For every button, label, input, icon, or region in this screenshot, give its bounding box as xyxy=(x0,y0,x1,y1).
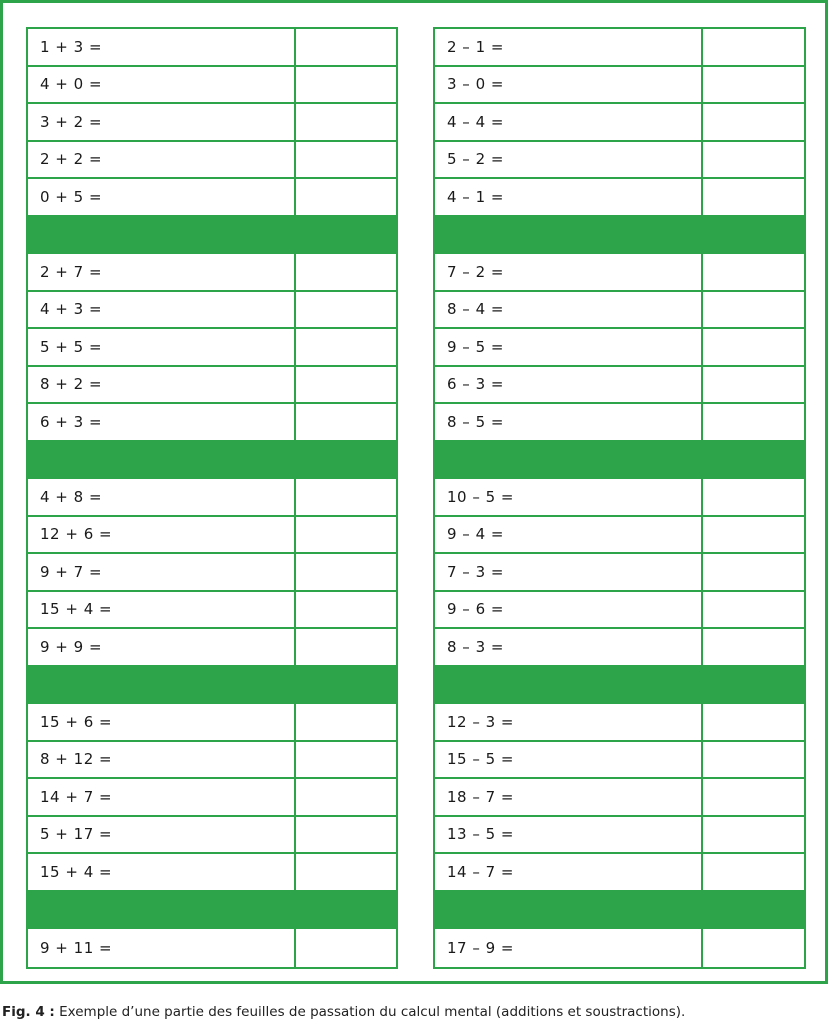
exercise-row xyxy=(435,142,804,180)
answer-box[interactable] xyxy=(703,404,804,440)
answer-box[interactable] xyxy=(703,292,804,328)
exercise-row xyxy=(435,779,804,817)
exercise-row xyxy=(28,629,396,667)
answer-box[interactable] xyxy=(296,104,396,140)
answer-box[interactable] xyxy=(703,179,804,215)
answer-box[interactable] xyxy=(703,329,804,365)
group-separator xyxy=(435,217,804,255)
figure-caption xyxy=(2,1004,685,1020)
exercise-row xyxy=(28,779,396,817)
exercise-question: 12 + 6 = xyxy=(28,517,296,553)
exercise-question: 12 – 3 = xyxy=(435,704,703,740)
exercise-question: 4 + 8 = xyxy=(28,479,296,515)
exercise-row xyxy=(28,929,396,967)
answer-box[interactable] xyxy=(296,592,396,628)
exercise-question: 9 – 5 = xyxy=(435,329,703,365)
exercise-row xyxy=(28,29,396,67)
exercise-row xyxy=(435,104,804,142)
answer-box[interactable] xyxy=(296,404,396,440)
exercise-question: 8 – 5 = xyxy=(435,404,703,440)
exercise-row xyxy=(28,817,396,855)
answer-box[interactable] xyxy=(703,104,804,140)
exercise-row xyxy=(435,929,804,967)
answer-box[interactable] xyxy=(296,704,396,740)
answer-box[interactable] xyxy=(296,292,396,328)
exercise-row xyxy=(28,142,396,180)
exercise-row xyxy=(435,67,804,105)
group-separator xyxy=(28,667,396,705)
exercise-row xyxy=(28,554,396,592)
exercise-row xyxy=(435,29,804,67)
exercise-row xyxy=(435,179,804,217)
exercise-question: 3 + 2 = xyxy=(28,104,296,140)
exercise-row xyxy=(435,479,804,517)
exercise-question: 15 + 4 = xyxy=(28,854,296,890)
answer-box[interactable] xyxy=(296,142,396,178)
exercise-row xyxy=(435,742,804,780)
exercise-row xyxy=(28,517,396,555)
exercise-question: 15 + 6 = xyxy=(28,704,296,740)
answer-box[interactable] xyxy=(296,817,396,853)
exercise-row xyxy=(435,404,804,442)
answer-box[interactable] xyxy=(296,367,396,403)
exercise-row xyxy=(435,854,804,892)
answer-box[interactable] xyxy=(296,854,396,890)
group-separator xyxy=(435,667,804,705)
answer-box[interactable] xyxy=(703,854,804,890)
exercise-question: 4 + 0 = xyxy=(28,67,296,103)
exercise-question: 1 + 3 = xyxy=(28,29,296,65)
exercise-question: 14 – 7 = xyxy=(435,854,703,890)
exercise-row xyxy=(28,592,396,630)
exercise-question: 17 – 9 = xyxy=(435,929,703,967)
exercise-question: 2 – 1 = xyxy=(435,29,703,65)
exercise-question: 4 – 1 = xyxy=(435,179,703,215)
answer-box[interactable] xyxy=(703,742,804,778)
exercise-question: 7 – 3 = xyxy=(435,554,703,590)
answer-box[interactable] xyxy=(296,479,396,515)
answer-box[interactable] xyxy=(296,517,396,553)
answer-box[interactable] xyxy=(703,629,804,665)
answer-box[interactable] xyxy=(703,67,804,103)
answer-box[interactable] xyxy=(703,517,804,553)
exercise-question: 3 – 0 = xyxy=(435,67,703,103)
group-separator xyxy=(28,217,396,255)
exercise-question: 6 – 3 = xyxy=(435,367,703,403)
exercise-row xyxy=(28,742,396,780)
group-separator xyxy=(435,442,804,480)
exercise-question: 9 – 4 = xyxy=(435,517,703,553)
exercise-question: 9 + 11 = xyxy=(28,929,296,967)
exercise-row xyxy=(28,329,396,367)
exercise-row xyxy=(28,67,396,105)
answer-box[interactable] xyxy=(296,779,396,815)
exercise-question: 6 + 3 = xyxy=(28,404,296,440)
exercise-row xyxy=(435,817,804,855)
additions-sheet xyxy=(26,27,398,969)
exercise-row xyxy=(435,329,804,367)
answer-box[interactable] xyxy=(296,67,396,103)
answer-box[interactable] xyxy=(703,817,804,853)
exercise-question: 8 – 4 = xyxy=(435,292,703,328)
answer-box[interactable] xyxy=(296,742,396,778)
group-separator xyxy=(435,892,804,930)
exercise-question: 4 – 4 = xyxy=(435,104,703,140)
answer-box[interactable] xyxy=(296,179,396,215)
exercise-question: 15 – 5 = xyxy=(435,742,703,778)
answer-box[interactable] xyxy=(296,554,396,590)
exercise-row xyxy=(28,104,396,142)
exercise-question: 9 + 9 = xyxy=(28,629,296,665)
exercise-question: 8 + 12 = xyxy=(28,742,296,778)
group-separator xyxy=(28,892,396,930)
subtractions-sheet xyxy=(433,27,806,969)
answer-box[interactable] xyxy=(296,929,396,967)
answer-box[interactable] xyxy=(296,29,396,65)
exercise-row xyxy=(28,854,396,892)
exercise-question: 13 – 5 = xyxy=(435,817,703,853)
exercise-row xyxy=(435,554,804,592)
exercise-row xyxy=(28,254,396,292)
exercise-row xyxy=(435,254,804,292)
exercise-row xyxy=(435,592,804,630)
answer-box[interactable] xyxy=(703,29,804,65)
answer-box[interactable] xyxy=(703,554,804,590)
exercise-question: 15 + 4 = xyxy=(28,592,296,628)
exercise-row xyxy=(28,292,396,330)
group-separator xyxy=(28,442,396,480)
exercise-question: 5 + 17 = xyxy=(28,817,296,853)
exercise-row xyxy=(28,404,396,442)
exercise-question: 8 + 2 = xyxy=(28,367,296,403)
answer-box[interactable] xyxy=(703,929,804,967)
exercise-question: 9 + 7 = xyxy=(28,554,296,590)
exercise-row xyxy=(435,704,804,742)
exercise-question: 5 + 5 = xyxy=(28,329,296,365)
exercise-question: 2 + 7 = xyxy=(28,254,296,290)
exercise-question: 7 – 2 = xyxy=(435,254,703,290)
answer-box[interactable] xyxy=(703,592,804,628)
answer-box[interactable] xyxy=(296,329,396,365)
exercise-row xyxy=(435,292,804,330)
exercise-row xyxy=(435,629,804,667)
exercise-row xyxy=(28,479,396,517)
caption-label: Fig. 4 : xyxy=(2,1004,55,1020)
answer-box[interactable] xyxy=(703,367,804,403)
exercise-question: 0 + 5 = xyxy=(28,179,296,215)
exercise-row xyxy=(435,367,804,405)
answer-box[interactable] xyxy=(703,704,804,740)
exercise-question: 8 – 3 = xyxy=(435,629,703,665)
exercise-row xyxy=(435,517,804,555)
exercise-row xyxy=(28,367,396,405)
exercise-row xyxy=(28,179,396,217)
caption-text: Exemple d’une partie des feuilles de passation du calcul mental (additions et soustractions). xyxy=(54,1004,686,1020)
exercise-question: 9 – 6 = xyxy=(435,592,703,628)
answer-box[interactable] xyxy=(703,779,804,815)
exercise-question: 4 + 3 = xyxy=(28,292,296,328)
answer-box[interactable] xyxy=(703,254,804,290)
exercise-question: 14 + 7 = xyxy=(28,779,296,815)
answer-box[interactable] xyxy=(703,142,804,178)
exercise-question: 10 – 5 = xyxy=(435,479,703,515)
exercise-row xyxy=(28,704,396,742)
answer-box[interactable] xyxy=(703,479,804,515)
answer-box[interactable] xyxy=(296,254,396,290)
exercise-question: 5 – 2 = xyxy=(435,142,703,178)
exercise-question: 18 – 7 = xyxy=(435,779,703,815)
exercise-question: 2 + 2 = xyxy=(28,142,296,178)
answer-box[interactable] xyxy=(296,629,396,665)
